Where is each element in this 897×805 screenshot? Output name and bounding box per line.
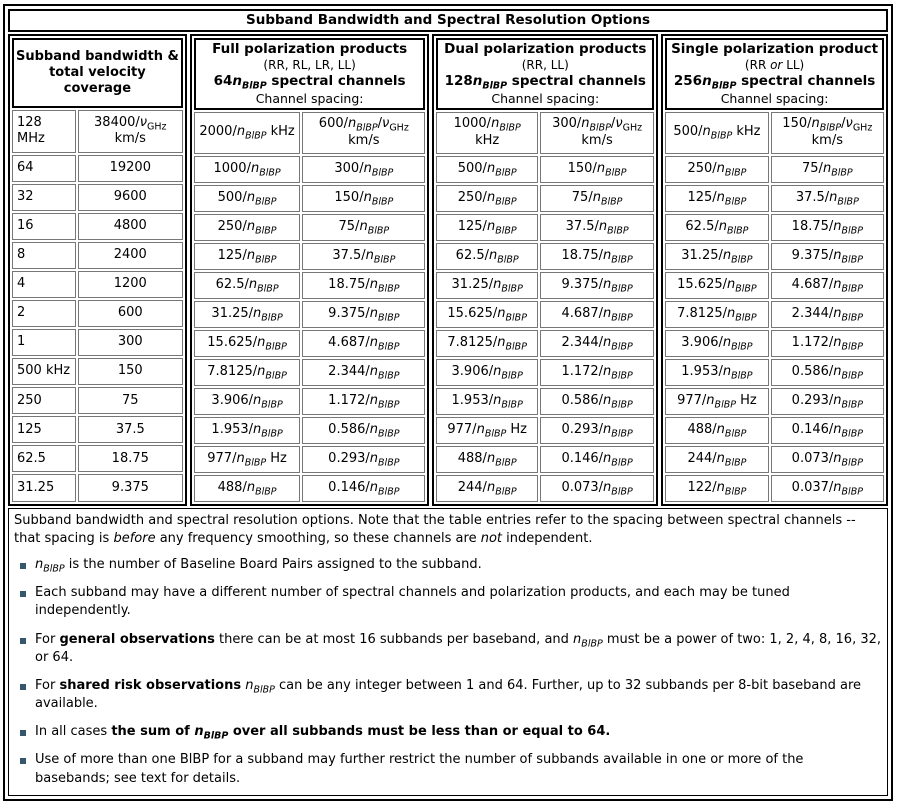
table-row	[194, 214, 426, 241]
velocity-cell: 1200	[78, 271, 183, 298]
spacing-khz-cell: $62.5/n_{BlBP}$	[436, 243, 538, 270]
table-row	[194, 330, 426, 357]
table-row	[665, 388, 884, 415]
group-spacing-label: Channel spacing:	[255, 90, 364, 106]
table-row	[194, 272, 426, 299]
notes-list	[14, 556, 882, 788]
spacing-khz-cell: $1000/n_{BlBP}$ kHz	[436, 112, 538, 154]
spacing-khz-cell: $250/n_{BlBP}$	[436, 185, 538, 212]
table-row	[665, 272, 884, 299]
spacing-kms-cell: $0.037/n_{BlBP}$	[771, 475, 884, 502]
table-row	[12, 213, 183, 240]
spacing-kms-cell: $37.5/n_{BlBP}$	[540, 214, 654, 241]
bullet-square-icon	[20, 638, 26, 644]
spacing-kms-cell: $0.293/n_{BlBP}$	[540, 417, 654, 444]
spacing-kms-cell: $75/n_{BlBP}$	[771, 156, 884, 183]
group-header-full-pol	[194, 38, 426, 109]
spacing-kms-cell: $18.75/n_{BlBP}$	[302, 272, 425, 299]
spacing-kms-cell: $150/n_{BlBP}$	[302, 185, 425, 212]
velocity-cell: 9.375	[78, 474, 183, 501]
spacing-kms-cell: $0.586/n_{BlBP}$	[302, 417, 425, 444]
table-row	[436, 112, 654, 154]
table-row	[436, 388, 654, 415]
bandwidth-cell: 125	[12, 416, 76, 443]
bandwidth-cell: 2	[12, 300, 76, 327]
group-dual-pol	[432, 34, 658, 505]
table-row	[194, 388, 426, 415]
table-row	[665, 446, 884, 473]
spacing-khz-cell: $31.25/n_{BlBP}$	[665, 243, 768, 270]
velocity-cell: 37.5	[78, 416, 183, 443]
table-row	[665, 185, 884, 212]
note-text: For general observations there can be at most 16 subbands per baseband, and $n_{BlBP}$ must be a power of two: 1, 2, 4, 8, 16, 32, or 64.	[35, 631, 882, 665]
table-row	[665, 417, 884, 444]
bullet-square-icon	[20, 684, 26, 690]
spacing-khz-cell: $31.25/n_{BlBP}$	[194, 301, 300, 328]
table-row	[194, 243, 426, 270]
table-row	[665, 301, 884, 328]
group-channels: $64n_{BlBP}$ spectral channels	[213, 73, 406, 92]
group-title: Dual polarization products	[444, 41, 647, 58]
spacing-khz-cell: $3.906/n_{BlBP}$	[436, 359, 538, 386]
velocity-cell: $38400/\nu_{GHz}$ km/s	[78, 110, 183, 152]
notes-box	[8, 508, 888, 796]
spacing-kms-cell: $18.75/n_{BlBP}$	[771, 214, 884, 241]
table-row	[12, 387, 183, 414]
group-full-pol	[190, 34, 430, 505]
spacing-kms-cell: $600/n_{BlBP}/\nu_{GHz}$ km/s	[302, 112, 425, 154]
bandwidth-cell: 250	[12, 387, 76, 414]
bullet-square-icon	[20, 758, 26, 764]
group-channels: $128n_{BlBP}$ spectral channels	[444, 73, 646, 92]
spacing-kms-cell: $0.293/n_{BlBP}$	[302, 446, 425, 473]
table-row	[436, 359, 654, 386]
table-title: Subband Bandwidth and Spectral Resolution Options	[8, 9, 888, 32]
spacing-khz-cell: $3.906/n_{BlBP}$	[194, 388, 300, 415]
spacing-khz-cell: $488/n_{BlBP}$	[194, 475, 300, 502]
table-row	[12, 416, 183, 443]
spacing-kms-cell: $9.375/n_{BlBP}$	[302, 301, 425, 328]
spacing-kms-cell: $9.375/n_{BlBP}$	[771, 243, 884, 270]
table-row	[436, 243, 654, 270]
spacing-khz-cell: $244/n_{BlBP}$	[436, 475, 538, 502]
group-channels: $256n_{BlBP}$ spectral channels	[673, 73, 876, 92]
group-pols: (RR or LL)	[744, 58, 805, 73]
table-row	[665, 330, 884, 357]
group-pols: (RR, LL)	[521, 58, 569, 73]
bullet-square-icon	[20, 591, 26, 597]
table-row	[436, 475, 654, 502]
spacing-khz-cell: $977/n_{BlBP}$ Hz	[194, 446, 300, 473]
spacing-khz-cell: $15.625/n_{BlBP}$	[194, 330, 300, 357]
table-row	[12, 271, 183, 298]
spacing-khz-cell: $977/n_{BlBP}$ Hz	[436, 417, 538, 444]
table-row	[194, 112, 426, 154]
spacing-kms-cell: $1.172/n_{BlBP}$	[540, 359, 654, 386]
velocity-cell: 4800	[78, 213, 183, 240]
note-text: Each subband may have a different number of spectral channels and polarization products, and each may be tuned independently.	[35, 585, 790, 619]
table-row	[12, 184, 183, 211]
note-text: $n_{BlBP}$ is the number of Baseline Board Pairs assigned to the subband.	[35, 556, 482, 575]
bandwidth-cell: 1	[12, 329, 76, 356]
spacing-kms-cell: $2.344/n_{BlBP}$	[540, 330, 654, 357]
group-pols: (RR, RL, LR, LL)	[263, 58, 356, 73]
spacing-khz-cell: $15.625/n_{BlBP}$	[665, 272, 768, 299]
table-row	[12, 445, 183, 472]
spacing-kms-cell: $0.073/n_{BlBP}$	[771, 446, 884, 473]
spacing-kms-cell: $37.5/n_{BlBP}$	[302, 243, 425, 270]
table-row	[436, 185, 654, 212]
group-spacing-label: Channel spacing:	[720, 90, 829, 106]
spacing-khz-cell: $244/n_{BlBP}$	[665, 446, 768, 473]
bullet-square-icon	[20, 563, 26, 569]
subband-options-figure	[3, 4, 893, 801]
spacing-kms-cell: $1.172/n_{BlBP}$	[302, 388, 425, 415]
spacing-khz-cell: $31.25/n_{BlBP}$	[436, 272, 538, 299]
velocity-cell: 2400	[78, 242, 183, 269]
note-item	[20, 631, 882, 667]
spacing-kms-cell: $0.586/n_{BlBP}$	[771, 359, 884, 386]
spacing-khz-cell: $1.953/n_{BlBP}$	[436, 388, 538, 415]
bandwidth-cell: 64	[12, 155, 76, 182]
velocity-cell: 19200	[78, 155, 183, 182]
bandwidth-cell: 500 kHz	[12, 358, 76, 385]
bandwidth-cell: 32	[12, 184, 76, 211]
table-row	[194, 475, 426, 502]
group-title: Single polarization product	[671, 41, 879, 58]
spacing-khz-cell: $62.5/n_{BlBP}$	[194, 272, 300, 299]
spacing-kms-cell: $75/n_{BlBP}$	[302, 214, 425, 241]
velocity-cell: 300	[78, 329, 183, 356]
table-row	[12, 242, 183, 269]
spacing-kms-cell: $9.375/n_{BlBP}$	[540, 272, 654, 299]
spacing-khz-cell: $7.8125/n_{BlBP}$	[436, 330, 538, 357]
spacing-khz-cell: $500/n_{BlBP}$ kHz	[665, 112, 768, 154]
corner-header: Subband bandwidth & total velocity coverage	[12, 38, 183, 108]
table-row	[194, 185, 426, 212]
velocity-cell: 150	[78, 358, 183, 385]
spacing-khz-cell: $977/n_{BlBP}$ Hz	[665, 388, 768, 415]
bandwidth-cell: 16	[12, 213, 76, 240]
table-row	[436, 417, 654, 444]
spacing-kms-cell: $4.687/n_{BlBP}$	[540, 301, 654, 328]
spacing-kms-cell: $4.687/n_{BlBP}$	[302, 330, 425, 357]
spacing-kms-cell: $0.586/n_{BlBP}$	[540, 388, 654, 415]
spacing-kms-cell: $300/n_{BlBP}$	[302, 156, 425, 183]
bandwidth-cell: 4	[12, 271, 76, 298]
group-bandwidth	[8, 34, 187, 505]
spacing-kms-cell: $18.75/n_{BlBP}$	[540, 243, 654, 270]
velocity-cell: 18.75	[78, 445, 183, 472]
spacing-kms-cell: $0.293/n_{BlBP}$	[771, 388, 884, 415]
spacing-khz-cell: $488/n_{BlBP}$	[436, 446, 538, 473]
spacing-kms-cell: $1.172/n_{BlBP}$	[771, 330, 884, 357]
spacing-khz-cell: $125/n_{BlBP}$	[665, 185, 768, 212]
note-item	[20, 556, 882, 574]
spacing-khz-cell: $1.953/n_{BlBP}$	[665, 359, 768, 386]
group-single-pol	[661, 34, 888, 505]
spacing-khz-cell: $3.906/n_{BlBP}$	[665, 330, 768, 357]
velocity-cell: 9600	[78, 184, 183, 211]
table-row	[12, 474, 183, 501]
table-row	[194, 359, 426, 386]
spacing-kms-cell: $75/n_{BlBP}$	[540, 185, 654, 212]
spacing-kms-cell: $0.146/n_{BlBP}$	[540, 446, 654, 473]
velocity-cell: 600	[78, 300, 183, 327]
spacing-khz-cell: $500/n_{BlBP}$	[194, 185, 300, 212]
group-title: Full polarization products	[212, 41, 408, 58]
bandwidth-cell: 128 MHz	[12, 110, 76, 152]
table-row	[665, 156, 884, 183]
spacing-kms-cell: $0.073/n_{BlBP}$	[540, 475, 654, 502]
table-row	[194, 446, 426, 473]
table-row	[436, 156, 654, 183]
velocity-cell: 75	[78, 387, 183, 414]
spacing-khz-cell: $7.8125/n_{BlBP}$	[665, 301, 768, 328]
spacing-kms-cell: $2.344/n_{BlBP}$	[302, 359, 425, 386]
table-row	[12, 110, 183, 152]
table-row	[194, 156, 426, 183]
note-text: Use of more than one BlBP for a subband may further restrict the number of subbands available in one or more of the basebands; see text for details.	[35, 752, 804, 786]
table-row	[665, 359, 884, 386]
spacing-khz-cell: $500/n_{BlBP}$	[436, 156, 538, 183]
table-row	[436, 330, 654, 357]
spacing-khz-cell: $7.8125/n_{BlBP}$	[194, 359, 300, 386]
table-row	[665, 214, 884, 241]
bandwidth-cell: 8	[12, 242, 76, 269]
table-row	[665, 112, 884, 154]
table-row	[12, 358, 183, 385]
table-row	[436, 214, 654, 241]
table-row	[12, 155, 183, 182]
spacing-khz-cell: $1000/n_{BlBP}$	[194, 156, 300, 183]
spacing-khz-cell: $125/n_{BlBP}$	[194, 243, 300, 270]
bullet-square-icon	[20, 730, 26, 736]
bandwidth-cell: 62.5	[12, 445, 76, 472]
table-caption: Subband bandwidth and spectral resolution options. Note that the table entries refer to the spacing between spectral channels -- that spacing is before any frequency smoothing, so these channels are not independent.	[14, 512, 856, 546]
table-row	[194, 417, 426, 444]
note-text: In all cases the sum of $n_{BlBP}$ over all subbands must be less than or equal to 64.	[35, 724, 611, 742]
spacing-khz-cell: $125/n_{BlBP}$	[436, 214, 538, 241]
note-item	[20, 584, 882, 620]
table-row	[665, 243, 884, 270]
group-spacing-label: Channel spacing:	[491, 90, 600, 106]
table-groups	[8, 34, 888, 505]
spacing-khz-cell: $122/n_{BlBP}$	[665, 475, 768, 502]
spacing-kms-cell: $2.344/n_{BlBP}$	[771, 301, 884, 328]
table-row	[665, 475, 884, 502]
spacing-khz-cell: $62.5/n_{BlBP}$	[665, 214, 768, 241]
spacing-kms-cell: $150/n_{BlBP}$	[540, 156, 654, 183]
spacing-kms-cell: $0.146/n_{BlBP}$	[302, 475, 425, 502]
group-header-dual-pol	[436, 38, 654, 109]
note-item	[20, 751, 882, 787]
spacing-khz-cell: $250/n_{BlBP}$	[665, 156, 768, 183]
spacing-kms-cell: $4.687/n_{BlBP}$	[771, 272, 884, 299]
table-row	[12, 329, 183, 356]
note-item	[20, 677, 882, 713]
note-text: For shared risk observations $n_{BlBP}$ can be any integer between 1 and 64. Further, up to 32 subbands per 8-bit baseband are available.	[35, 677, 862, 712]
spacing-khz-cell: $488/n_{BlBP}$	[665, 417, 768, 444]
spacing-khz-cell: $15.625/n_{BlBP}$	[436, 301, 538, 328]
spacing-kms-cell: $0.146/n_{BlBP}$	[771, 417, 884, 444]
spacing-kms-cell: $37.5/n_{BlBP}$	[771, 185, 884, 212]
table-row	[436, 272, 654, 299]
spacing-khz-cell: $1.953/n_{BlBP}$	[194, 417, 300, 444]
note-item	[20, 723, 882, 741]
table-row	[436, 446, 654, 473]
table-row	[12, 300, 183, 327]
spacing-kms-cell: $150/n_{BlBP}/\nu_{GHz}$ km/s	[771, 112, 884, 154]
group-header-single-pol	[665, 38, 884, 109]
spacing-khz-cell: $2000/n_{BlBP}$ kHz	[194, 112, 300, 154]
spacing-kms-cell: $300/n_{BlBP}/\nu_{GHz}$ km/s	[540, 112, 654, 154]
spacing-khz-cell: $250/n_{BlBP}$	[194, 214, 300, 241]
bandwidth-cell: 31.25	[12, 474, 76, 501]
table-row	[436, 301, 654, 328]
table-row	[194, 301, 426, 328]
